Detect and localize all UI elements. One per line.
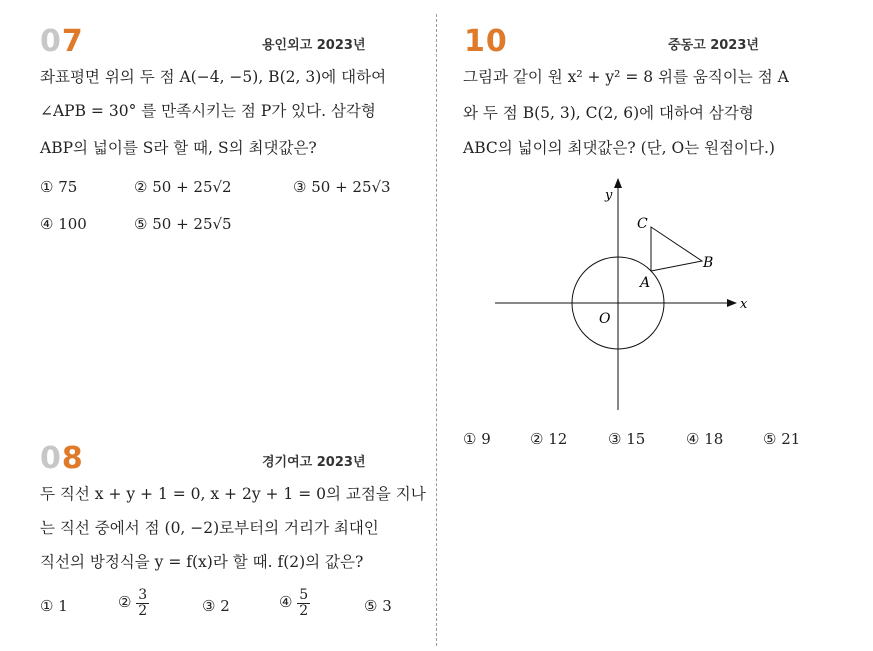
- answer-choice[interactable]: ⑤ 21: [763, 430, 801, 448]
- point-a-label: A: [640, 275, 651, 291]
- problem-text-line: ABC의 넓이의 최댓값은? (단, O는 원점이다.): [463, 139, 775, 157]
- column-divider: [436, 14, 437, 646]
- answer-choice[interactable]: ③ 2: [202, 597, 230, 615]
- point-c-label: C: [637, 216, 648, 232]
- problem-text-line: 직선의 방정식을 y = f(x)라 할 때. f(2)의 값은?: [40, 553, 364, 571]
- answer-choice[interactable]: ⑤ 3: [364, 597, 392, 615]
- answer-choice[interactable]: ⑤ 50 + 25√5: [134, 215, 232, 233]
- origin-label: O: [599, 311, 611, 327]
- triangle-abc: [651, 227, 702, 271]
- problem-text-line: 와 두 점 B(5, 3), C(2, 6)에 대하여 삼각형: [463, 104, 754, 122]
- problem-text-line: ABP의 넓이를 S라 할 때, S의 최댓값은?: [40, 139, 317, 157]
- problem-text-line: 두 직선 x + y + 1 = 0, x + 2y + 1 = 0의 교점을 지나: [40, 485, 426, 503]
- answer-choice[interactable]: ④ 100: [40, 215, 87, 233]
- y-axis-label: y: [605, 188, 613, 203]
- answer-choice[interactable]: ③ 15: [608, 430, 646, 448]
- answer-choice[interactable]: ② 50 + 25√2: [134, 178, 232, 196]
- problem-text-line: 그림과 같이 원 x² + y² = 8 위를 움직이는 점 A: [463, 68, 789, 86]
- problem-text-line: 좌표평면 위의 두 점 A(−4, −5), B(2, 3)에 대하여: [40, 68, 387, 86]
- answer-choice[interactable]: ④ $\frac{5}{2}$: [279, 587, 309, 619]
- problem-text-line: 는 직선 중에서 점 (0, −2)로부터의 거리가 최대인: [40, 519, 379, 537]
- problem-number: 08: [40, 441, 84, 476]
- problem-number: 07: [40, 24, 84, 59]
- problem-text-line: ∠APB = 30° 를 만족시키는 점 P가 있다. 삼각형: [40, 102, 376, 120]
- answer-choice[interactable]: ② $\frac{3}{2}$: [118, 587, 148, 619]
- answer-choice[interactable]: ① 1: [40, 597, 68, 615]
- answer-choice[interactable]: ④ 18: [686, 430, 724, 448]
- answer-choice[interactable]: ① 9: [463, 430, 491, 448]
- problem-source: 중동고 2023년: [668, 38, 759, 53]
- point-b-label: B: [703, 255, 714, 271]
- problem-number: 10: [464, 24, 508, 59]
- answer-choice[interactable]: ③ 50 + 25√3: [293, 178, 391, 196]
- problem-source: 용인외고 2023년: [262, 38, 366, 53]
- problem-source: 경기여고 2023년: [262, 455, 366, 470]
- answer-choice[interactable]: ② 12: [530, 430, 568, 448]
- coordinate-figure: [490, 170, 760, 420]
- answer-choice[interactable]: ① 75: [40, 178, 78, 196]
- x-axis-label: x: [740, 297, 748, 312]
- fraction: $\frac{3}{2}$: [138, 587, 148, 619]
- fraction: $\frac{5}{2}$: [299, 587, 309, 619]
